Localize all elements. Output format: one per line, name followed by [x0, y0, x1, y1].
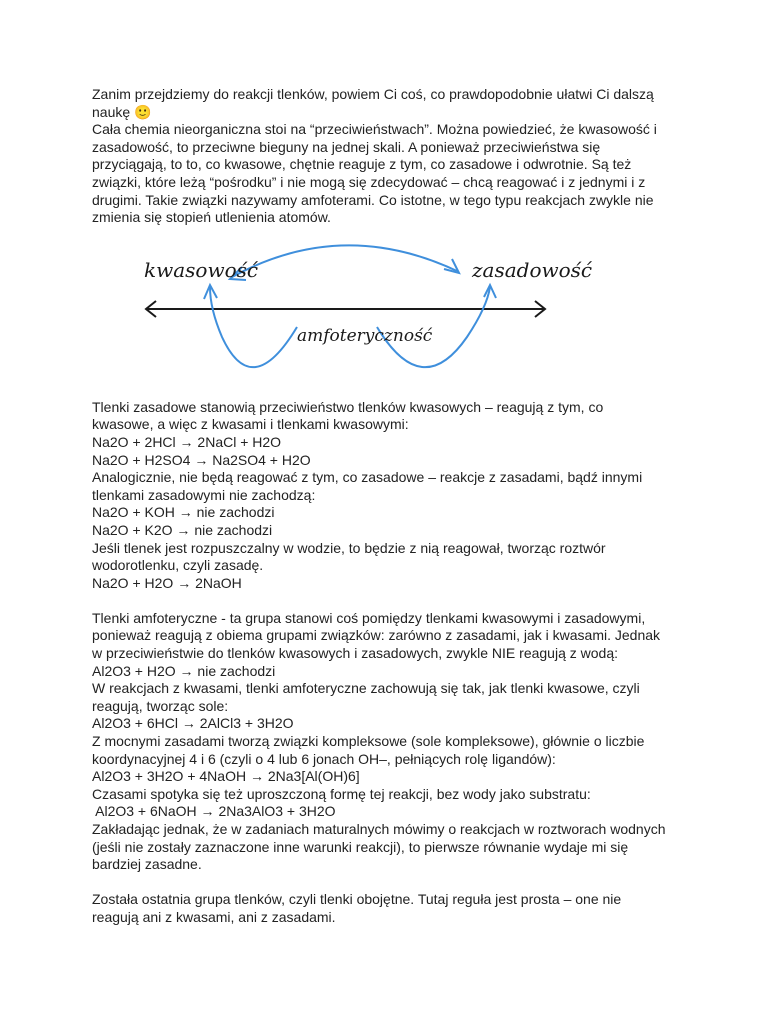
text-line: Zakładając jednak, że w zadaniach maturalnych mówimy o reakcjach w roztworach wodnych [92, 821, 666, 837]
text-line: Jeśli tlenek jest rozpuszczalny w wodzie, to będzie z nią reagował, tworząc roztwór [92, 539, 606, 556]
bottom-left-arrow [210, 287, 297, 367]
reaction-equation: Al2O3 + H2O → nie zachodzi [92, 662, 276, 679]
basic-oxides-section [92, 399, 692, 593]
text-line: kwasowe, a więc z kwasami i tlenkami kwasowymi: [92, 416, 409, 433]
reaction-equation: Na2O + 2HCl → 2NaCl + H2O [92, 433, 282, 450]
text-line: koordynacyjnej 4 i 6 (czyli o 4 lub 6 jonach OH–, pełniących rolę ligandów): [92, 750, 556, 767]
text-line: Została ostatnia grupa tlenków, czyli tlenki obojętne. Tutaj reguła jest prosta – one nie [92, 891, 622, 908]
text-line: drugimi. Takie związki nazywamy amfoterami. Co istotne, w tego typu reakcjach zwykle nie [92, 191, 654, 208]
text-line: Tlenki zasadowe stanowią przeciwieństwo tlenków kwasowych – reagują z tym, co [92, 398, 604, 415]
text-line: (jeśli nie zostały zaznaczone inne warunki reakcji), to pierwsze równanie wydaje mi się [92, 838, 629, 855]
label-amphoteric: amfoteryczność [297, 325, 433, 346]
paragraph-gap [92, 592, 692, 610]
text-line: zmienia się stopień utlenienia atomów. [92, 209, 331, 226]
text-line: przyciągają, to to, co kwasowe, chętnie reaguje z tym, co zasadowe i odwrotnie. Są też [92, 156, 632, 173]
amphoteric-oxides-section [92, 610, 692, 874]
label-basicity: zasadowość [472, 257, 593, 282]
reaction-equation: Na2O + H2O → 2NaOH [92, 574, 242, 591]
document-page [92, 86, 692, 927]
neutral-oxides-section [92, 891, 692, 926]
paragraph-gap [92, 874, 692, 892]
reaction-equation: Al2O3 + 3H2O + 4NaOH → 2Na3[Al(OH)6] [92, 768, 360, 785]
scale-diagram-svg [92, 237, 692, 387]
text-line: Z mocnymi zasadami tworzą związki kompleksowe (sole kompleksowe), głównie o liczbie [92, 733, 645, 750]
intro-paragraph [92, 86, 692, 227]
text-line: wodorotlenku, czyli zasadę. [92, 557, 264, 574]
reaction-equation: Na2O + H2SO4 → Na2SO4 + H2O [92, 451, 311, 468]
text-line: reagują ani z kwasami, ani z zasadami. [92, 908, 336, 925]
text-line: w przeciwieństwie do tlenków kwasowych i zasadowych, zwykle NIE reagują z wodą: [92, 645, 618, 662]
text-line: reagują, tworząc sole: [92, 697, 229, 714]
reaction-equation: Al2O3 + 6HCl → 2AlCl3 + 3H2O [92, 715, 294, 732]
text-line: Zanim przejdziemy do reakcji tlenków, powiem Ci coś, co prawdopodobnie ułatwi Ci dalszą [92, 86, 654, 102]
text-line: bardziej zasadne. [92, 856, 202, 873]
text-line: Analogicznie, nie będą reagować z tym, co zasadowe – reakcje z zasadami, bądź innymi [92, 469, 643, 486]
text-line: Cała chemia nieorganiczna stoi na “przeciwieństwach”. Można powiedzieć, że kwasowość i [92, 121, 657, 138]
text-line: związki, które leżą “pośrodku” i nie mogą się zdecydować – chcą reagować i z jednymi i z [92, 173, 646, 190]
text-line: W reakcjach z kwasami, tlenki amfoteryczne zachowują się tak, jak tlenki kwasowe, czyli [92, 680, 640, 697]
text-line: Czasami spotyka się też uproszczoną formę tej reakcji, bez wody jako substratu: [92, 785, 591, 802]
text-line: naukę 🙂 [92, 103, 152, 120]
text-line: ponieważ reagują z obiema grupami związków: zarówno z zasadami, jak i kwasami. Jednak [92, 627, 661, 644]
text-line: Tlenki amfoteryczne - ta grupa stanowi coś pomiędzy tlenkami kwasowymi i zasadowymi, [92, 609, 646, 626]
text-line: tlenkami zasadowymi nie zachodzą: [92, 486, 316, 503]
acid-base-scale-diagram [92, 237, 692, 387]
reaction-equation: Na2O + K2O → nie zachodzi [92, 521, 273, 538]
top-double-arrow [232, 245, 457, 277]
reaction-equation: Al2O3 + 6NaOH → 2Na3AlO3 + 3H2O [92, 803, 336, 820]
label-acidity: kwasowość [144, 257, 259, 282]
text-line: zasadowość, to przeciwne bieguny na jednej skali. A ponieważ przeciwieństwa się [92, 138, 601, 155]
reaction-equation: Na2O + KOH → nie zachodzi [92, 504, 275, 521]
